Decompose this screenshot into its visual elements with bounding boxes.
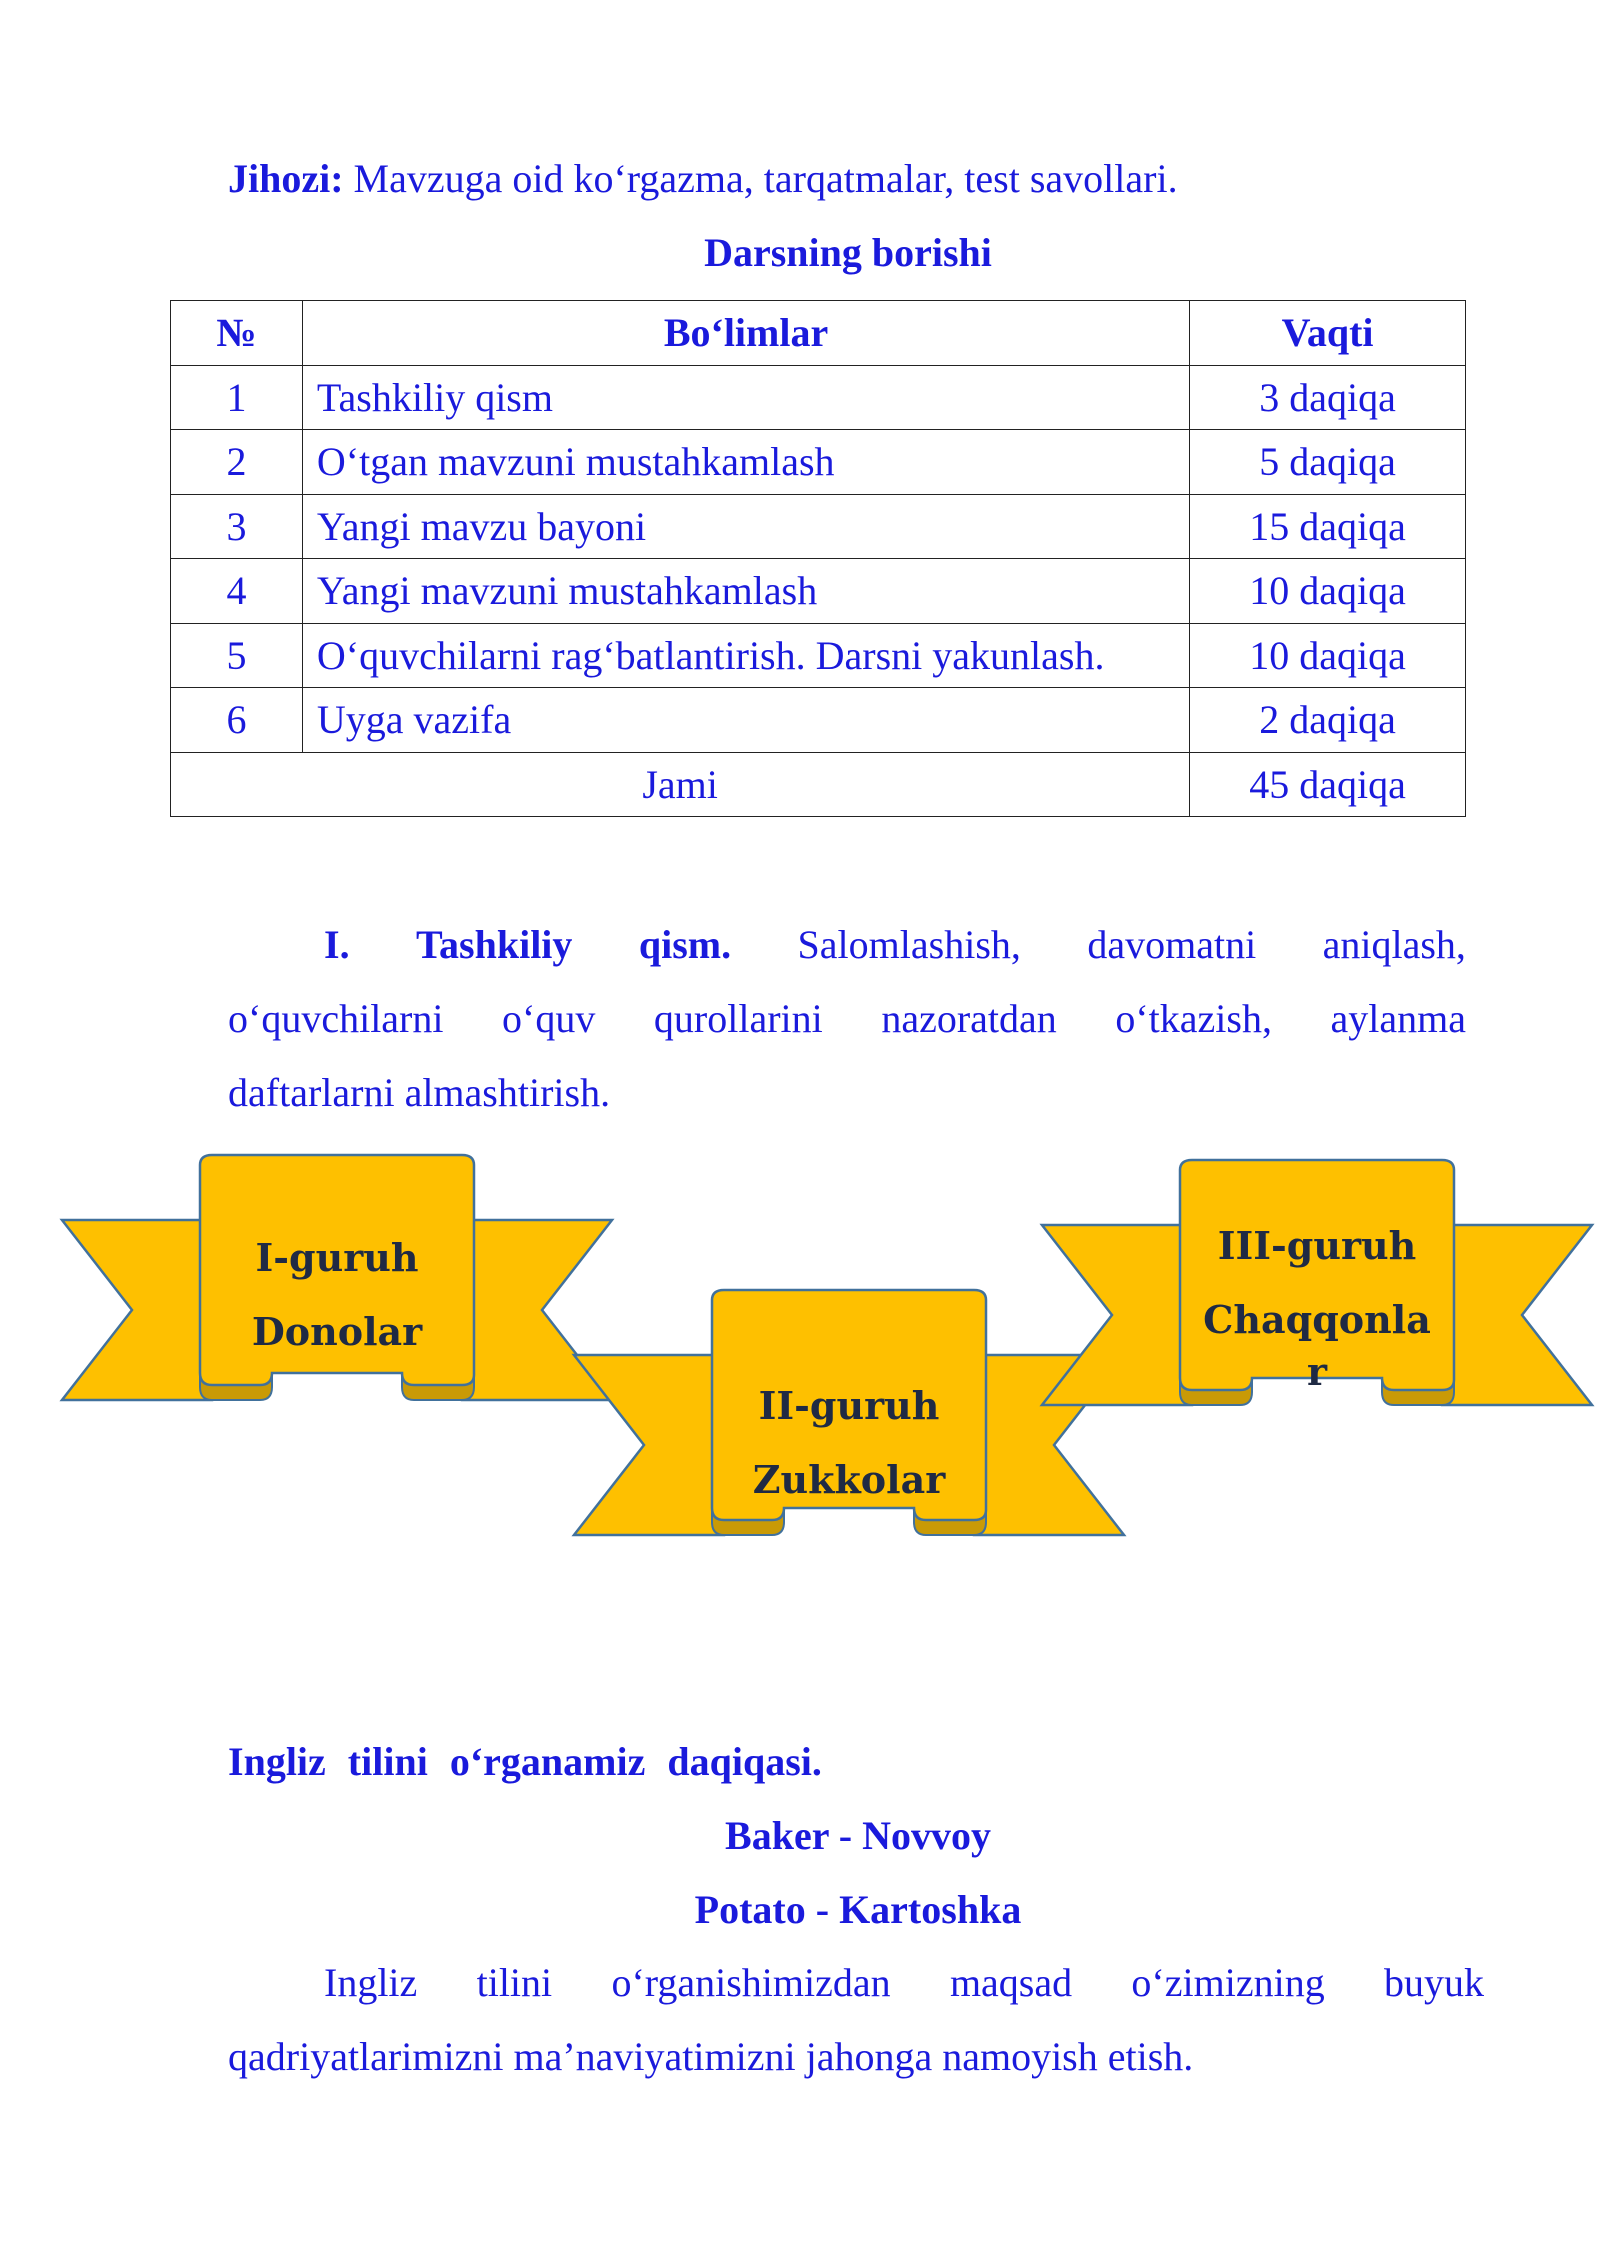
row-section: Tashkiliy qism — [302, 365, 1189, 430]
group-3-name-end: r — [1306, 1349, 1328, 1394]
org-heading-word1: Tashkiliy — [416, 922, 573, 967]
group-3-title: III-guruh — [1217, 1223, 1417, 1268]
row-section: O‘tgan mavzuni mustahkamlash — [302, 430, 1189, 495]
table-row — [171, 365, 1466, 430]
org-line-1 — [228, 908, 1466, 982]
org-word: aylanma — [1330, 996, 1466, 1041]
group-3-name: Chaqqonla — [1203, 1297, 1431, 1342]
group-1-label — [200, 1230, 474, 1360]
table-row — [171, 623, 1466, 688]
eng-line-2: qadriyatlarimizni ma’naviyatimizni jahonga namoyish etish. — [228, 2034, 1194, 2079]
eng-word: o‘rganishimizdan — [611, 1960, 891, 2005]
table-row — [171, 430, 1466, 495]
row-number: 1 — [171, 365, 303, 430]
equipment-text: Mavzuga oid ko‘rgazma, tarqatmalar, test savollari. — [353, 156, 1178, 201]
row-number: 4 — [171, 559, 303, 624]
org-word: Salomlashish, — [797, 922, 1021, 967]
row-time: 10 daqiqa — [1190, 623, 1466, 688]
header-number: № — [171, 301, 303, 366]
row-time: 10 daqiqa — [1190, 559, 1466, 624]
org-heading-num: I. — [324, 922, 350, 967]
english-paragraph — [228, 1946, 1484, 2094]
row-section: Uyga vazifa — [302, 688, 1189, 753]
row-time: 3 daqiqa — [1190, 365, 1466, 430]
header-sections: Bo‘limlar — [302, 301, 1189, 366]
row-number: 3 — [171, 494, 303, 559]
org-heading-word2: qism. — [638, 922, 732, 967]
row-number: 2 — [171, 430, 303, 495]
row-section: O‘quvchilarni rag‘batlantirish. Darsni yakunlash. — [302, 623, 1189, 688]
row-time: 15 daqiqa — [1190, 494, 1466, 559]
org-word: nazoratdan — [881, 996, 1057, 1041]
table-total-row — [171, 752, 1466, 817]
org-word: davomatni — [1087, 922, 1257, 967]
header-time: Vaqti — [1190, 301, 1466, 366]
group-1-title: I-guruh — [255, 1235, 419, 1280]
equipment-line — [228, 154, 1178, 204]
table-row — [171, 494, 1466, 559]
title-word: o‘rganamiz — [449, 1739, 646, 1784]
eng-word: o‘zimizning — [1131, 1960, 1325, 2005]
row-time: 5 daqiqa — [1190, 430, 1466, 495]
eng-word: buyuk — [1383, 1960, 1484, 2005]
lesson-flow-title — [0, 228, 1600, 278]
table-row — [171, 559, 1466, 624]
row-section: Yangi mavzuni mustahkamlash — [302, 559, 1189, 624]
eng-word: maqsad — [949, 1960, 1073, 2005]
total-time: 45 daqiqa — [1190, 752, 1466, 817]
org-word: o‘tkazish, — [1115, 996, 1272, 1041]
group-1-name: Donolar — [251, 1309, 423, 1354]
row-section: Yangi mavzu bayoni — [302, 494, 1189, 559]
row-number: 6 — [171, 688, 303, 753]
org-word: o‘quvchilarni — [228, 996, 444, 1041]
org-word: o‘quv — [502, 996, 596, 1041]
eng-word: tilini — [476, 1960, 553, 2005]
org-line-3: daftarlarni almashtirish. — [228, 1070, 611, 1115]
title-word: tilini — [347, 1739, 428, 1784]
title-word: Ingliz — [228, 1739, 326, 1784]
organizational-paragraph — [228, 908, 1466, 1130]
table-row — [171, 688, 1466, 753]
group-3-label — [1180, 1218, 1454, 1400]
word-pair-1: Baker - Novvoy — [725, 1813, 991, 1858]
english-minute-title — [228, 1737, 822, 1787]
word-pair-2: Potato - Kartoshka — [694, 1887, 1022, 1932]
eng-word: Ingliz — [324, 1960, 418, 2005]
group-2-name: Zukkolar — [752, 1457, 946, 1502]
lesson-flow-title-text: Darsning borishi — [704, 230, 992, 275]
row-time: 2 daqiqa — [1190, 688, 1466, 753]
row-number: 5 — [171, 623, 303, 688]
org-word: aniqlash, — [1322, 922, 1466, 967]
lesson-plan-table — [170, 300, 1466, 817]
table-header-row — [171, 301, 1466, 366]
group-2-label — [712, 1378, 986, 1508]
title-word: daqiqasi. — [667, 1739, 822, 1784]
group-2-title: II-guruh — [758, 1383, 940, 1428]
org-word: qurollarini — [653, 996, 823, 1041]
eng-line-1 — [228, 1946, 1484, 2020]
equipment-label: Jihozi: — [228, 156, 344, 201]
org-line-2 — [228, 982, 1466, 1056]
total-label: Jami — [171, 752, 1190, 817]
